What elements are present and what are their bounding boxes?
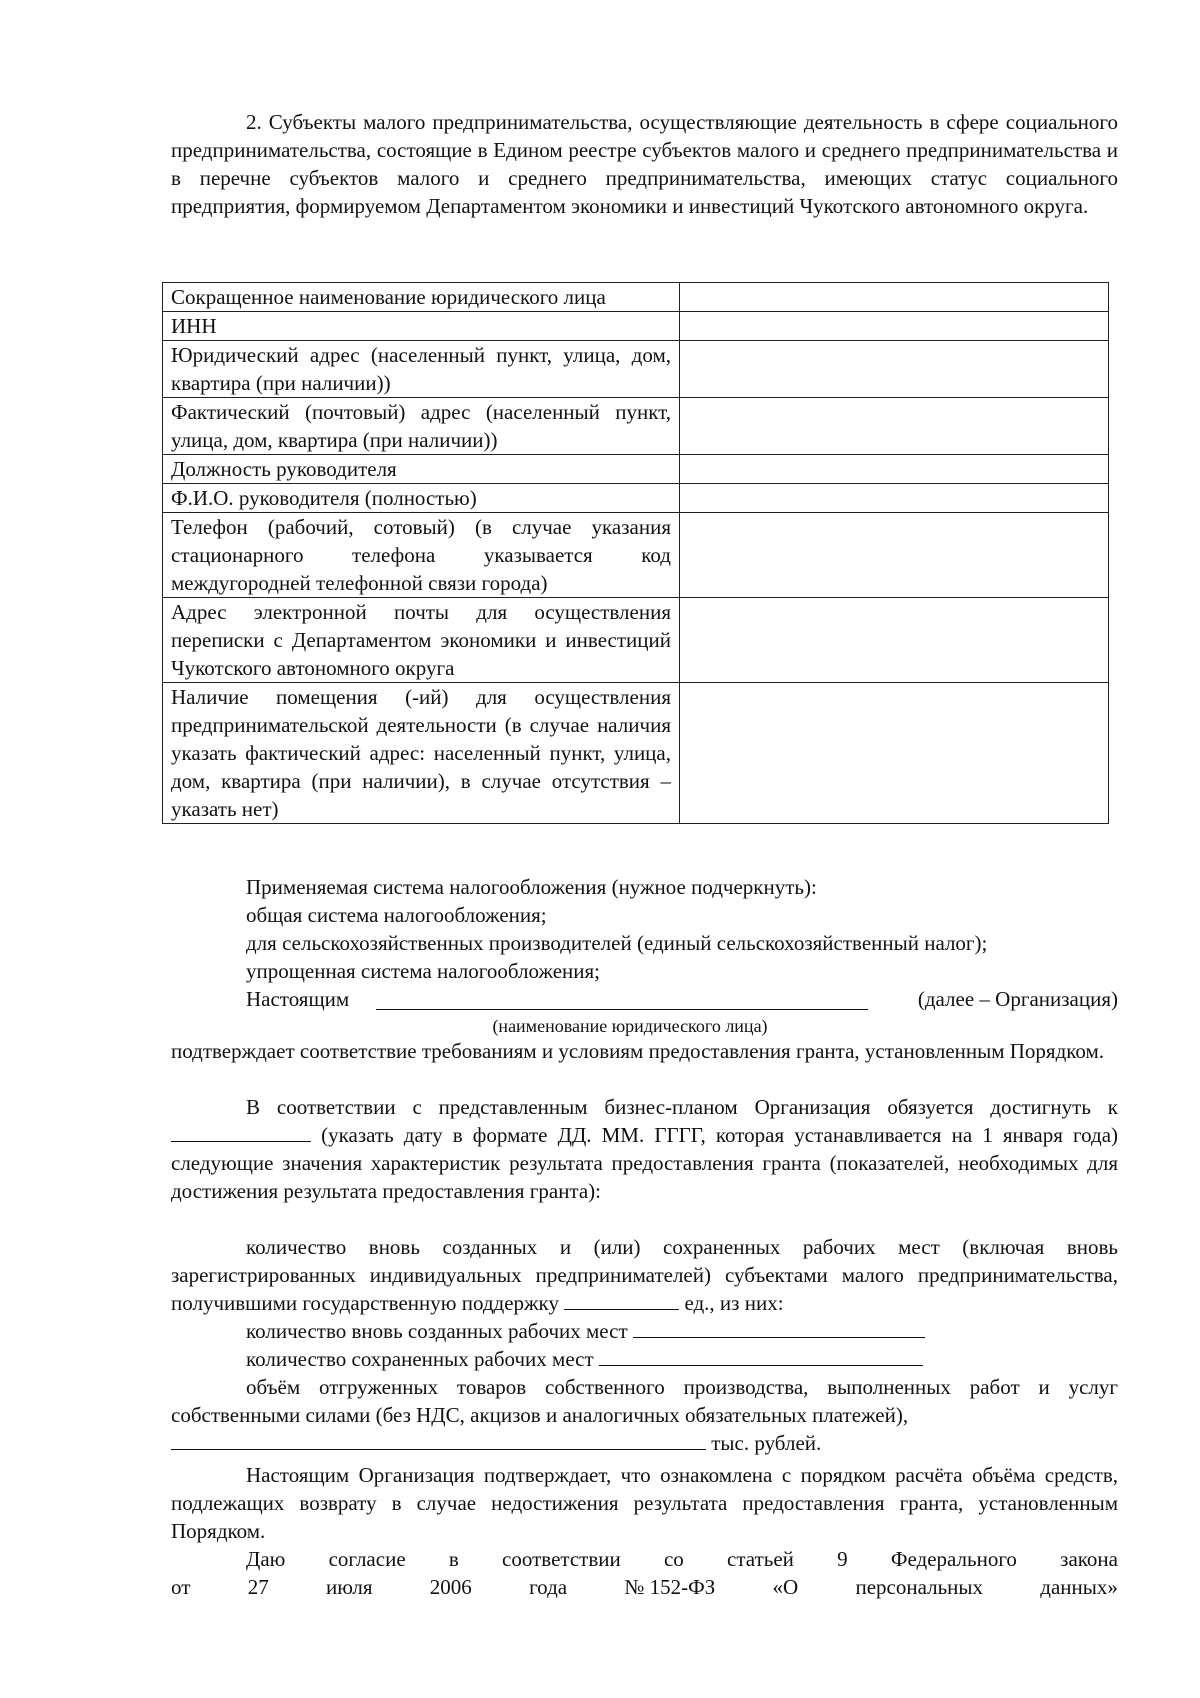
jobs-paragraph (171, 1233, 1118, 1317)
row-value-field[interactable] (680, 598, 1109, 683)
tax-system-section (171, 873, 1193, 985)
volume-text: объём отгруженных товаров собственного производства, выполненных работ и услуг собственными силами (без НДС, акцизов и аналогичных обязательных платежей), (171, 1375, 1118, 1427)
applicant-info-table (162, 282, 1109, 824)
new-jobs-blank[interactable] (633, 1317, 925, 1338)
row-value-field[interactable] (680, 484, 1109, 513)
row-value-field[interactable] (680, 312, 1109, 341)
plan-text-start: В соответствии с представленным бизнес-планом Организация обязуется достигнуть к (246, 1095, 1118, 1119)
table-row (163, 283, 1109, 312)
consent-word: № 152-ФЗ (624, 1575, 716, 1599)
table-row (163, 455, 1109, 484)
volume-unit: тыс. рублей. (711, 1431, 822, 1455)
table-row (163, 513, 1109, 598)
target-date-blank[interactable] (171, 1121, 311, 1142)
row-label: Ф.И.О. руководителя (полностью) (163, 484, 680, 513)
jobs-text: количество вновь созданных и (или) сохраненных рабочих мест (включая вновь зарегистрированных индивидуальных предпринимателей) субъектами малого предпринимательства, получившими государственную поддержку (171, 1235, 1118, 1315)
table-row (163, 398, 1109, 455)
table-row (163, 598, 1109, 683)
table-row (163, 312, 1109, 341)
consent-word: от (171, 1575, 191, 1599)
confirm-lead: Настоящим (246, 987, 350, 1011)
consent-word: июля (325, 1575, 373, 1599)
plan-text-end: (указать дату в формате ДД. ММ. ГГГГ, которая устанавливается на 1 января года) следующие значения характеристик результата предоставления гранта (показателей, необходимых для достижения результата предоставления гранта): (171, 1123, 1119, 1203)
row-label: ИНН (163, 312, 680, 341)
kept-jobs-line (171, 1345, 1193, 1373)
row-label: Сокращенное наименование юридического лица (163, 283, 680, 312)
tax-option-simplified: упрощенная система налогообложения; (246, 959, 600, 983)
consent-word: «О (772, 1575, 799, 1599)
consent-word: 27 (247, 1575, 269, 1599)
volume-paragraph (171, 1373, 1118, 1429)
new-jobs-label: количество вновь созданных рабочих мест (246, 1319, 628, 1343)
tax-system-heading: Применяемая система налогообложения (нужное подчеркнуть): (246, 875, 817, 899)
volume-line (171, 1429, 1118, 1457)
intro-paragraph: 2. Субъекты малого предпринимательства, осуществляющие деятельность в сфере социального предпринимательства, состоящие в Едином реестре субъектов малого и среднего предпринимательства и в перечне субъектов малого и среднего предпринимательства, имеющих статус социального предприятия, формируемом Департаментом экономики и инвестиций Чукотского автономного округа. (171, 110, 1118, 218)
consent-text: Даю согласие в соответствии со статьей 9 Федерального закона (246, 1547, 1118, 1571)
kept-jobs-label: количество сохраненных рабочих мест (246, 1347, 594, 1371)
volume-blank[interactable] (171, 1429, 706, 1450)
consent-word: персональных (855, 1575, 984, 1599)
row-value-field[interactable] (680, 341, 1109, 398)
confirm-tail: (далее – Организация) (917, 987, 1118, 1011)
consent-word: данных» (1040, 1575, 1118, 1599)
table-row (163, 683, 1109, 824)
consent-line-1 (171, 1545, 1118, 1573)
consent-word: года (529, 1575, 568, 1599)
organization-name-blank[interactable] (376, 989, 868, 1010)
table-row (163, 484, 1109, 513)
jobs-unit: ед., из них: (684, 1291, 784, 1315)
jobs-count-blank[interactable] (564, 1289, 679, 1310)
row-label: Юридический адрес (населенный пункт, улица, дом, квартира (при наличии)) (163, 341, 680, 398)
kept-jobs-blank[interactable] (599, 1345, 923, 1366)
row-label: Наличие помещения (-ий) для осуществления предпринимательской деятельности (в случае наличия указать фактический адрес: населенный пункт, улица, дом, квартира (при наличии), в случае отсутствия – указать нет) (163, 683, 680, 824)
ack-paragraph: Настоящим Организация подтверждает, что ознакомлена с порядком расчёта объёма средств, подлежащих возврату в случае недостижения результата предоставления гранта, установленным Порядком. (171, 1463, 1118, 1543)
row-value-field[interactable] (680, 398, 1109, 455)
tax-option-general: общая система налогообложения; (246, 903, 547, 927)
confirm-text: подтверждает соответствие требованиям и условиям предоставления гранта, установленным Порядком. (171, 1039, 1105, 1063)
organization-name-caption: (наименование юридического лица) (492, 1016, 768, 1036)
row-value-field[interactable] (680, 283, 1109, 312)
row-label: Фактический (почтовый) адрес (населенный пункт, улица, дом, квартира (при наличии)) (163, 398, 680, 455)
row-label: Телефон (рабочий, сотовый) (в случае указания стационарного телефона указывается код междугородней телефонной связи города) (163, 513, 680, 598)
consent-line-2 (171, 1573, 1118, 1601)
new-jobs-line (171, 1317, 1193, 1345)
table-row (163, 341, 1109, 398)
row-value-field[interactable] (680, 513, 1109, 598)
tax-option-agricultural: для сельскохозяйственных производителей (единый сельскохозяйственный налог); (246, 931, 988, 955)
row-value-field[interactable] (680, 683, 1109, 824)
consent-word: 2006 (429, 1575, 472, 1599)
row-value-field[interactable] (680, 455, 1109, 484)
plan-paragraph (171, 1093, 1118, 1205)
row-label: Должность руководителя (163, 455, 680, 484)
row-label: Адрес электронной почты для осуществления переписки с Департаментом экономики и инвестиций Чукотского автономного округа (163, 598, 680, 683)
